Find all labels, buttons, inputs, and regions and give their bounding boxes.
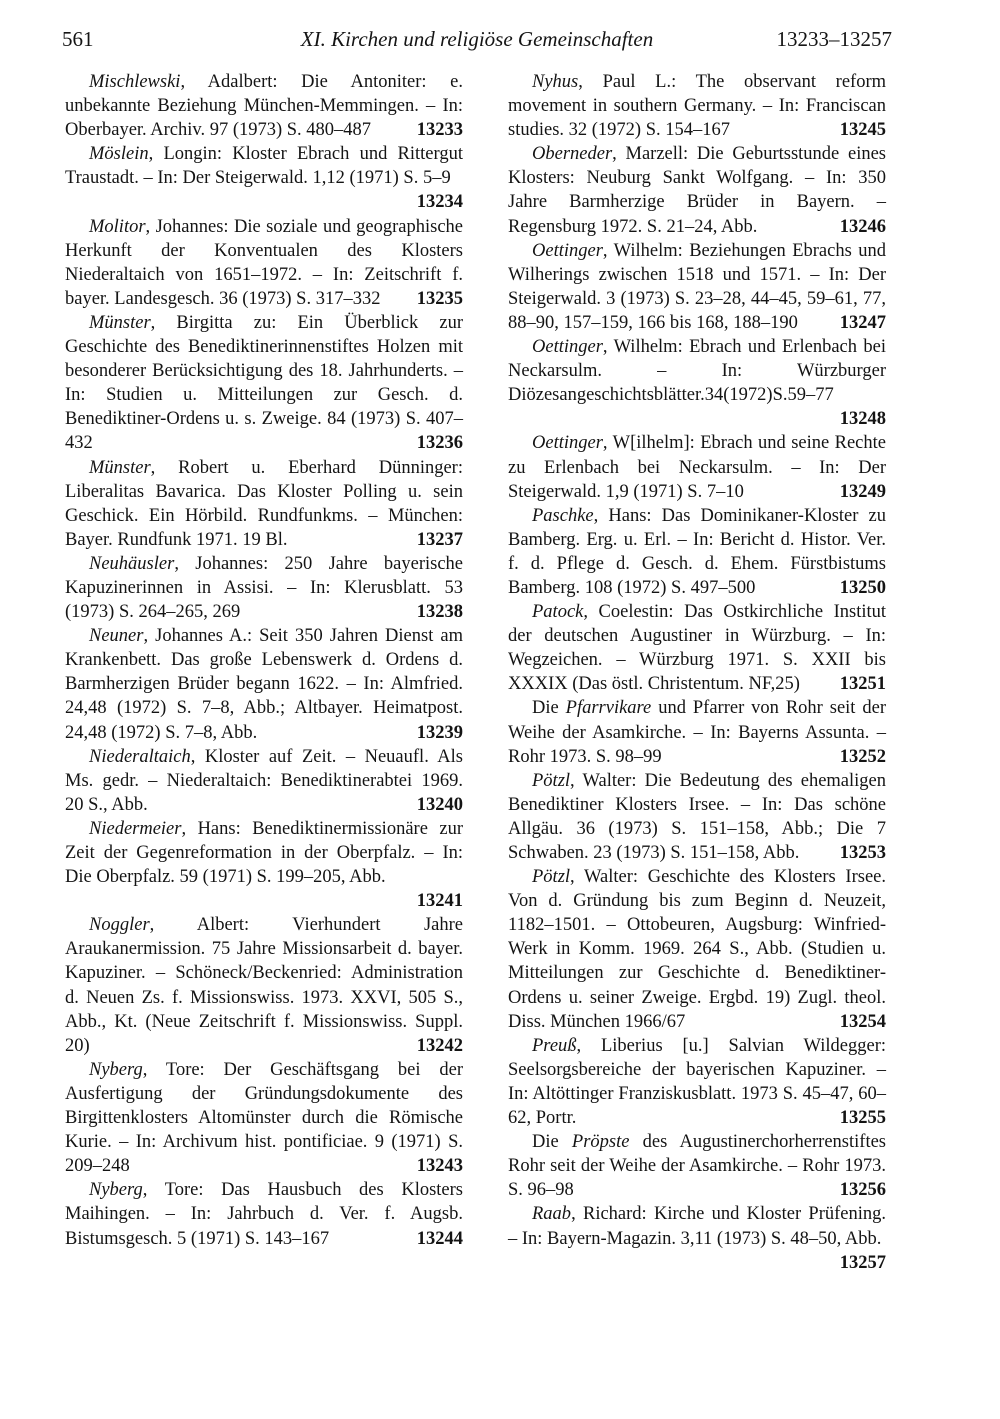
entry-text: , Johannes A.: Seit 350 Jahren Dienst am Krankenbett. Das große Lebenswerk d. Ordens d. Barmherzigen Brüder begann 1622. – In: Almfried. 24,48 (1972) S. 7–8, Abb.; Altbayer. Heimatpost. 24,48 (1972) S. 7–8, Abb. xyxy=(65,626,463,743)
entry-text: , Johannes: 250 Jahre bayerische Kapuzinerinnen in Assisi. – In: Klerusblatt. 53 (1973) S. 264–265, 269 xyxy=(65,553,463,623)
entry-number: 13251 xyxy=(839,674,886,695)
entry-text: des Augustinerchorherrenstiftes Rohr seit der Weihe der Asamkirche. – Rohr 1973. S. 96–98 xyxy=(508,1132,886,1201)
bibliography-entry xyxy=(65,311,463,456)
entry-text: , Longin: Kloster Ebrach und Rittergut Traustadt. – In: Der Steigerwald. 1,12 (1971) S. 5–9 xyxy=(65,144,463,189)
entry-text: , Tore: Das Hausbuch des Klosters Maihingen. – In: Jahrbuch d. Ver. f. Augsb. Bistumsgesch. 5 (1971) S. 143–167 xyxy=(65,1180,463,1249)
entry-number: 13234 xyxy=(416,192,463,213)
entry-number: 13235 xyxy=(416,288,463,309)
bibliography-entry xyxy=(508,1130,886,1202)
entry-text: , Paul L.: The observant reform movement in southern Germany. – In: Franciscan studies. 32 (1972) S. 154–167 xyxy=(508,72,886,141)
entry-number: 13244 xyxy=(416,1228,463,1249)
entry-number: 13257 xyxy=(839,1252,886,1273)
entry-author: Nyhus xyxy=(532,72,579,92)
bibliography-entry xyxy=(508,600,886,696)
entry-text: , Hans: Benediktinermissionäre zur Zeit der Gegenreformation in der Oberpfalz. – In: Die Oberpfalz. 59 (1971) S. 199–205, Abb. xyxy=(65,818,463,888)
entry-author: Münster xyxy=(89,312,151,333)
page-header xyxy=(62,24,892,54)
bibliography-entry xyxy=(65,1178,463,1250)
entry-number: 13247 xyxy=(839,312,886,333)
entry-author: Neuhäusler xyxy=(89,553,175,574)
entry-text: , Coelestin: Das Ostkirchliche Institut der deutschen Augustiner in Würzburg. – In: Wegzeichen. – Würzburg 1971. S. XXII bis XXXIX (Das östl. Christentum. NF,25) xyxy=(508,602,886,695)
entry-author: Raab xyxy=(532,1204,572,1225)
bibliography-entry xyxy=(508,696,886,768)
entry-number: 13243 xyxy=(416,1156,463,1177)
entry-number: 13239 xyxy=(416,722,463,743)
entry-number: 13241 xyxy=(416,891,463,912)
left-column xyxy=(65,70,463,1251)
entry-author: Nyberg xyxy=(89,1180,143,1201)
bibliography-entry xyxy=(508,239,886,335)
entry-author: Münster xyxy=(89,457,151,478)
entry-text: , Wilhelm: Ebrach und Erlenbach bei Neckarsulm. – In: Würzburger Diözesangeschichtsblätter.34(1972)S.59–77 xyxy=(508,337,886,406)
entry-text: und Pfarrer von Rohr seit der Weihe der Asamkirche. – In: Bayerns Assunta. – Rohr 1973. S. 98–99 xyxy=(508,698,886,767)
entry-number: 13242 xyxy=(416,1035,463,1056)
entry-number: 13245 xyxy=(839,120,886,141)
page-number: 561 xyxy=(62,27,94,51)
entry-author: Neuner xyxy=(89,626,144,647)
bibliography-entry xyxy=(65,745,463,817)
entry-author: Patock xyxy=(532,602,584,623)
entry-number: 13255 xyxy=(839,1108,886,1129)
entry-number: 13252 xyxy=(839,746,886,767)
bibliography-entry xyxy=(508,335,886,431)
entry-number: 13250 xyxy=(839,577,886,598)
entry-author: Paschke xyxy=(532,505,594,526)
bibliography-entry xyxy=(65,456,463,552)
bibliography-entry xyxy=(65,70,463,142)
entry-text: , Hans: Das Dominikaner-Kloster zu Bamberg. Erg. u. Erl. – In: Bericht d. Histor. Ver. f. d. Pflege d. Gesch. d. Ehem. Fürstbistums Bamberg. 108 (1972) S. 497–500 xyxy=(508,505,886,598)
entry-author: Niedermeier xyxy=(89,818,182,839)
entry-number: 13248 xyxy=(839,409,886,430)
bibliography-entry xyxy=(508,1202,886,1274)
entry-author: Pötzl xyxy=(532,867,571,888)
bibliography-entry xyxy=(65,142,463,214)
entry-number: 13240 xyxy=(416,794,463,815)
bibliography-entry xyxy=(65,817,463,913)
entry-number: 13237 xyxy=(416,529,463,550)
entry-text: , Walter: Geschichte des Klosters Irsee. Von d. Gründung bis zum Beginn d. Neuzeit, 1182–1501. – Ottobeuren, Augsburg: Winfried-Werk in Komm. 1969. 264 S., Abb. (Studien u. Mitteilungen zur Geschichte d. Benediktiner-Ordens u. seiner Zweige. Ergbd. 19) Zugl. theol. Diss. München 1966/67 xyxy=(508,867,886,1032)
entry-author: Oberneder xyxy=(532,144,613,165)
entry-text: , Kloster auf Zeit. – Neuaufl. Als Ms. gedr. – Niederaltaich: Benediktinerabtei 1969. 20 S., Abb. xyxy=(65,746,463,815)
entry-number: 13246 xyxy=(839,216,886,237)
entry-text: , W[ilhelm]: Ebrach und seine Rechte zu Erlenbach bei Neckarsulm. – In: Der Steigerwald. 1,9 (1971) S. 7–10 xyxy=(508,433,886,502)
entry-text: , Birgitta zu: Ein Überblick zur Geschichte des Benediktinerinnenstiftes Holzen mit besonderer Berücksichtigung des 18. Jahrhunderts. – In: Studien u. Mitteilungen zur Gesch. d. Benediktiner-Ordens u. s. Zweige. 84 (1973) S. 407–432 xyxy=(65,312,463,454)
entry-text: , Marzell: Die Geburtsstunde eines Klosters: Neuburg Sankt Wolfgang. – In: 350 Jahre Barmherzige Brüder in Bayern. – Regensburg 1972. S. 21–24, Abb. xyxy=(508,144,886,237)
entry-text: , Adalbert: Die Antoniter: e. unbekannte Beziehung München-Memmingen. – In: Oberbayer. Archiv. 97 (1973) S. 480–487 xyxy=(65,72,463,141)
entry-number: 13236 xyxy=(416,433,463,454)
right-column xyxy=(508,70,886,1275)
bibliography-entry xyxy=(65,913,463,1058)
entry-author: Pfarrvikare xyxy=(565,698,652,719)
entry-text: , Johannes: Die soziale und geographische Herkunft der Konventualen des Klosters Niederaltaich von 1651–1972. – In: Zeitschrift f. bayer. Landesgesch. 36 (1973) S. 317–332 xyxy=(65,216,463,309)
bibliography-entry xyxy=(508,504,886,600)
entry-number: 13256 xyxy=(839,1180,886,1201)
entry-author: Molitor xyxy=(89,216,146,237)
entry-number: 13254 xyxy=(839,1011,886,1032)
entry-text: , Wilhelm: Beziehungen Ebrachs und Wilherings zwischen 1518 und 1571. – In: Der Steigerwald. 3 (1973) S. 23–28, 44–45, 59–61, 77, 88–90, 157–159, 166 bis 168, 188–190 xyxy=(508,240,886,333)
entry-text: , Tore: Der Geschäftsgang bei der Ausfertigung der Gründungsdokumente des Birgittenklosters Altomünster durch die Römische Kurie. – In: Archivum hist. pontificiae. 9 (1971) S. 209–248 xyxy=(65,1059,463,1177)
bibliography-entry xyxy=(508,1034,886,1130)
entry-prefix: Die xyxy=(532,698,566,719)
bibliography-entry xyxy=(508,70,886,142)
entry-number: 13233 xyxy=(416,120,463,141)
section-title: XI. Kirchen und religiöse Gemeinschaften xyxy=(300,27,654,51)
bibliography-entry xyxy=(508,142,886,238)
entry-author: Oettinger xyxy=(532,337,603,358)
entry-author: Noggler xyxy=(89,915,150,936)
entry-number-range: 13233–13257 xyxy=(776,27,892,51)
bibliography-entry xyxy=(65,624,463,744)
entry-text: , Walter: Die Bedeutung des ehemaligen Benediktiner Klosters Irsee. – In: Das schöne Allgäu. 36 (1973) S. 151–158, Abb.; Die 7 Schwaben. 23 (1973) S. 151–158, Abb. xyxy=(508,770,886,863)
entry-number: 13249 xyxy=(839,481,886,502)
bibliography-entry xyxy=(508,431,886,503)
entry-author: Oettinger xyxy=(532,433,603,454)
bibliography-entry xyxy=(65,1058,463,1178)
entry-author: Mischlewski xyxy=(89,72,181,92)
entry-author: Nyberg xyxy=(89,1059,143,1080)
bibliography-entry xyxy=(65,552,463,624)
bibliography-entry xyxy=(508,769,886,865)
entry-text: , Albert: Vierhundert Jahre Araukanermission. 75 Jahre Missionsarbeit d. bayer. Kapuziner. – Schöneck/Beckenried: Administration d. Neuen Zs. f. Missionswiss. 1973. XXVI, 505 S., Abb., Kt. (Neue Zeitschrift f. Missionswiss. Suppl. 20) xyxy=(65,915,463,1056)
entry-author: Möslein xyxy=(89,144,149,165)
entry-author: Pötzl xyxy=(532,770,571,791)
entry-number: 13238 xyxy=(416,602,463,623)
bibliography-entry xyxy=(65,215,463,311)
entry-text: , Richard: Kirche und Kloster Prüfening. – In: Bayern-Magazin. 3,11 (1973) S. 48–50, Abb. xyxy=(508,1204,886,1249)
entry-number: 13253 xyxy=(839,843,886,863)
entry-text: , Robert u. Eberhard Dünninger: Liberalitas Bavarica. Das Kloster Polling u. sein Geschick. Ein Hörbild. Rundfunkms. – München: Bayer. Rundfunk 1971. 19 Bl. xyxy=(65,457,463,550)
entry-author: Pröpste xyxy=(571,1132,630,1153)
entry-prefix: Die xyxy=(532,1132,572,1153)
entry-author: Oettinger xyxy=(532,240,603,261)
entry-text: , Liberius [u.] Salvian Wildegger: Seelsorgsbereiche der bayerischen Kapuziner. – In: Altöttinger Franziskusblatt. 1973 S. 45–47, 60–62, Portr. xyxy=(508,1035,886,1129)
entry-author: Preuß xyxy=(532,1035,577,1056)
entry-author: Niederaltaich xyxy=(89,746,191,767)
bibliography-entry xyxy=(508,865,886,1034)
